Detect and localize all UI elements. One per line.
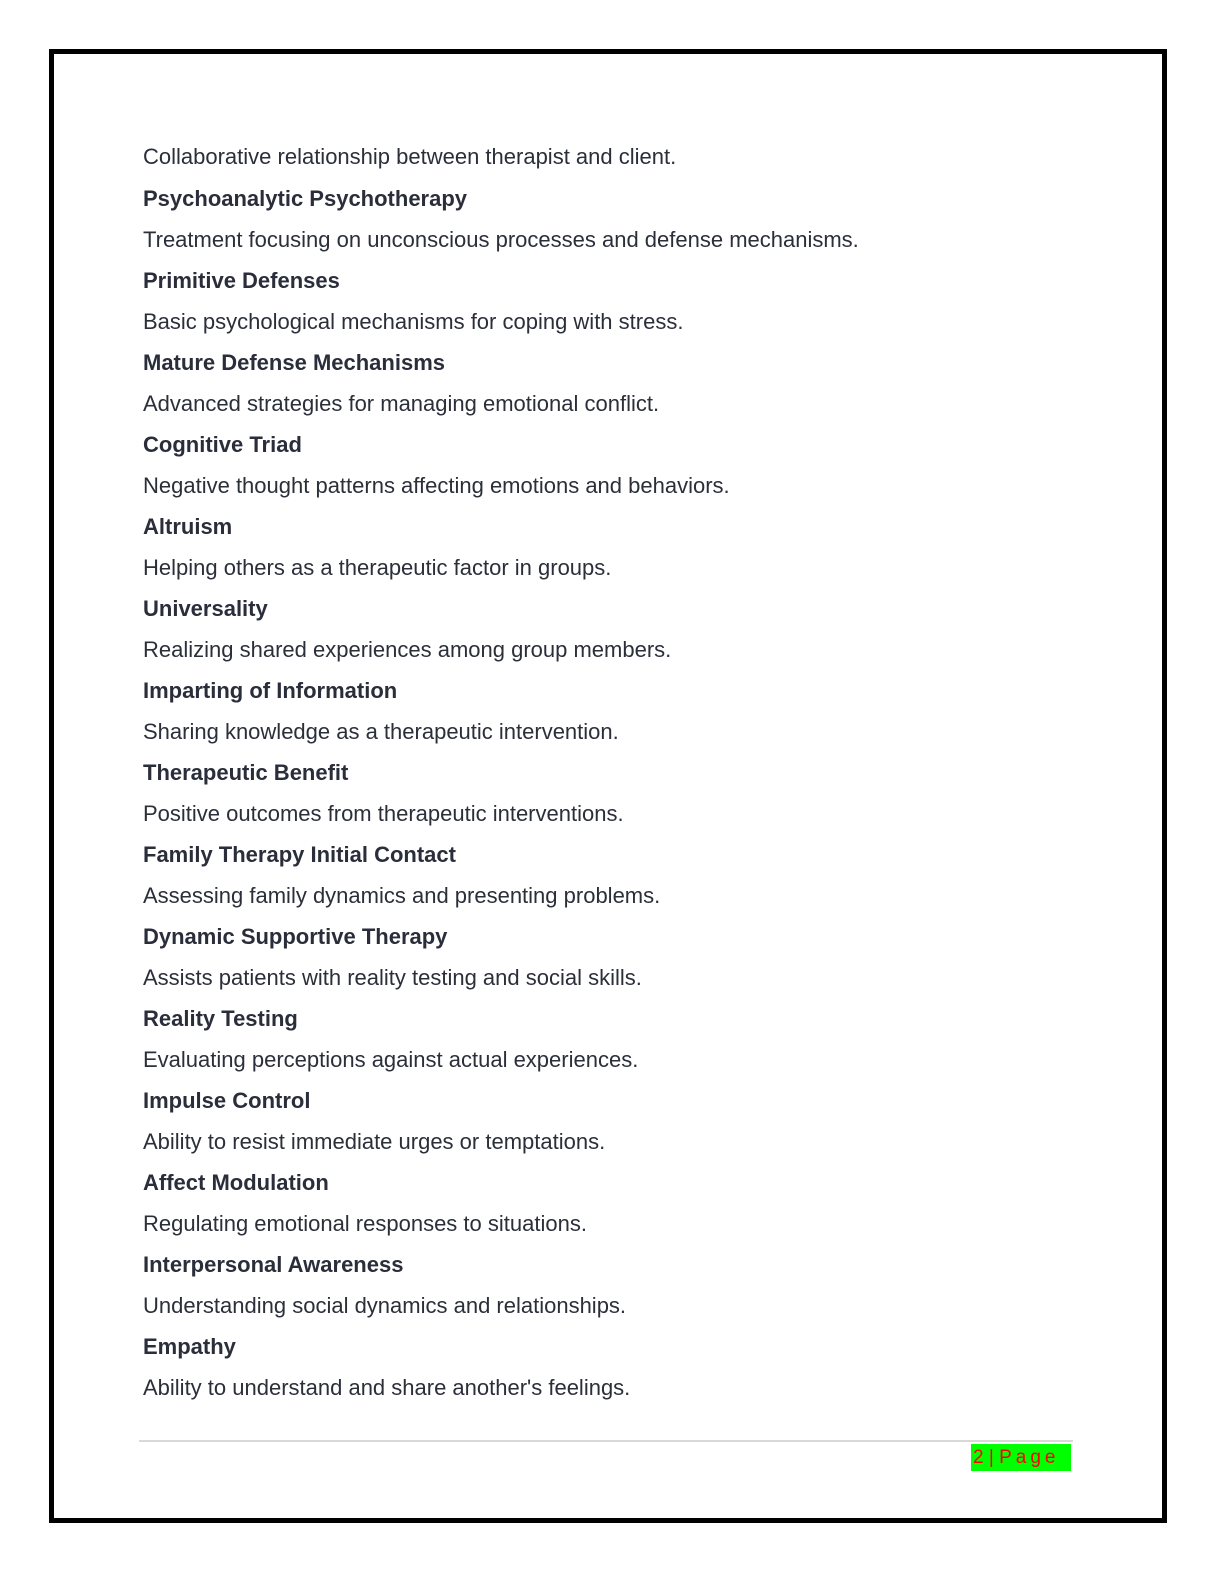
term-heading: Psychoanalytic Psychotherapy xyxy=(143,186,468,211)
term-definition: Understanding social dynamics and relationships. xyxy=(143,1293,627,1318)
lead-definition: Collaborative relationship between therapist and client. xyxy=(143,144,677,169)
term-definition: Assists patients with reality testing and social skills. xyxy=(143,965,642,990)
term-heading: Impulse Control xyxy=(143,1088,311,1113)
term-heading: Primitive Defenses xyxy=(143,268,340,293)
term-heading: Cognitive Triad xyxy=(143,432,302,457)
term-heading: Altruism xyxy=(143,514,233,539)
term-heading: Empathy xyxy=(143,1334,236,1359)
term-definition: Positive outcomes from therapeutic interventions. xyxy=(143,801,624,826)
footer-divider xyxy=(139,1440,1073,1442)
term-definition: Assessing family dynamics and presenting problems. xyxy=(143,883,661,908)
term-heading: Therapeutic Benefit xyxy=(143,760,349,785)
document-body xyxy=(143,140,1073,1412)
term-heading: Reality Testing xyxy=(143,1006,298,1031)
term-definition: Negative thought patterns affecting emotions and behaviors. xyxy=(143,473,730,498)
term-definition: Evaluating perceptions against actual experiences. xyxy=(143,1047,639,1072)
term-heading: Affect Modulation xyxy=(143,1170,329,1195)
term-heading: Universality xyxy=(143,596,268,621)
page-number: 2 xyxy=(973,1447,984,1468)
term-heading: Mature Defense Mechanisms xyxy=(143,350,445,375)
term-definition: Basic psychological mechanisms for coping with stress. xyxy=(143,309,684,334)
term-definition: Ability to understand and share another's feelings. xyxy=(143,1375,631,1400)
term-definition: Ability to resist immediate urges or temptations. xyxy=(143,1129,606,1154)
term-definition: Treatment focusing on unconscious processes and defense mechanisms. xyxy=(143,227,859,252)
term-definition: Advanced strategies for managing emotional conflict. xyxy=(143,391,660,416)
term-heading: Dynamic Supportive Therapy xyxy=(143,924,448,949)
term-definition: Helping others as a therapeutic factor in groups. xyxy=(143,555,612,580)
term-heading: Imparting of Information xyxy=(143,678,398,703)
term-definition: Regulating emotional responses to situations. xyxy=(143,1211,587,1236)
page-separator: | xyxy=(988,1447,994,1468)
page-number-badge xyxy=(971,1444,1071,1471)
term-heading: Interpersonal Awareness xyxy=(143,1252,404,1277)
term-definition: Realizing shared experiences among group members. xyxy=(143,637,672,662)
term-heading: Family Therapy Initial Contact xyxy=(143,842,456,867)
page-label: Page xyxy=(999,1447,1060,1468)
term-definition: Sharing knowledge as a therapeutic intervention. xyxy=(143,719,619,744)
